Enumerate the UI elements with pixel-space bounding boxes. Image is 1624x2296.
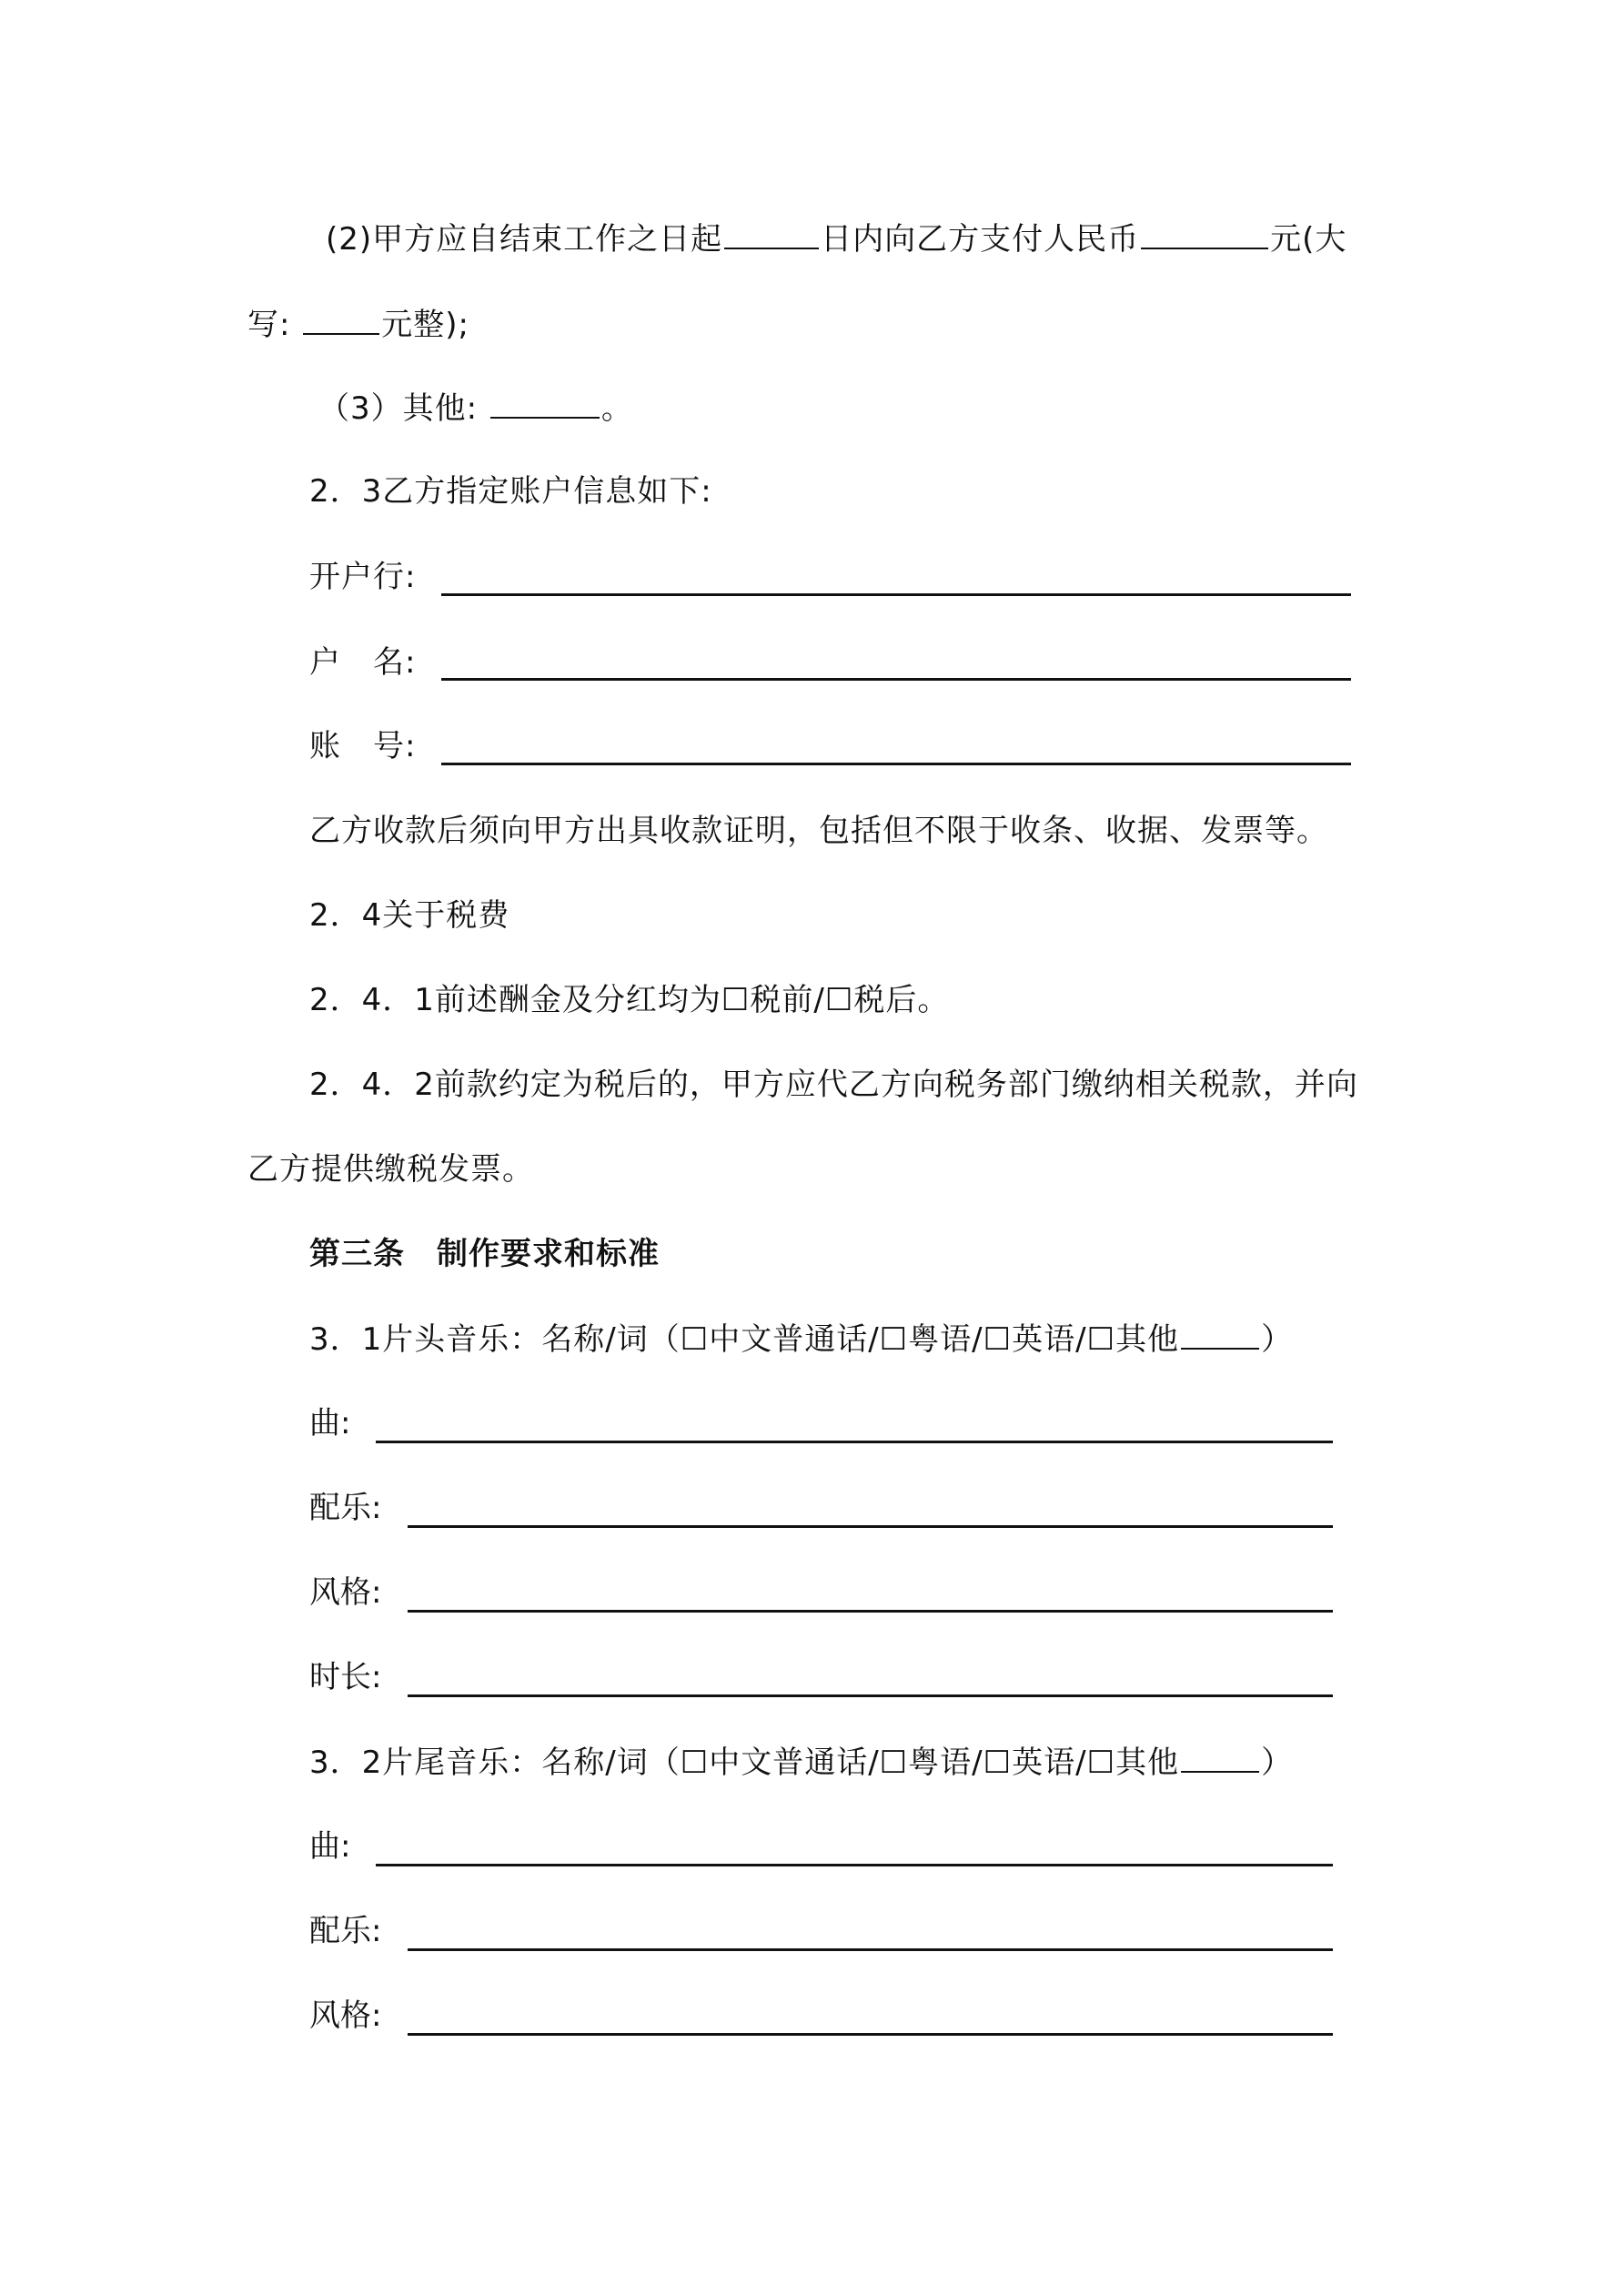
checkbox-icon[interactable]: ☐ [983,1321,1013,1358]
account-number-field [309,728,416,764]
opening-arrangement-field [309,1490,381,1526]
arrangement-label: 配乐: [309,1913,382,1949]
checkbox-icon[interactable]: ☐ [824,982,854,1018]
ending-composer-field [309,1828,350,1865]
tax-item-2-line-1: 2．4．2前款约定为税后的，甲方应代乙方向税务部门缴纳相关税款，并向 [309,1067,1358,1103]
opening-style-field [309,1574,381,1611]
opening-arrangement-line[interactable] [408,1525,1333,1528]
style-label: 风格: [309,1998,382,2034]
tax-item-1-prefix: 2．4．1前述酬金及分红均为 [309,982,721,1018]
opening-style-line[interactable] [408,1610,1333,1613]
composer-label: 曲: [309,1405,351,1441]
account-name-field [309,644,416,681]
amount-words-blank[interactable] [303,306,379,335]
checkbox-icon[interactable]: ☐ [721,982,751,1018]
amount-blank[interactable] [1141,220,1268,249]
checkbox-icon[interactable]: ☐ [1086,1745,1116,1781]
opening-composer-line[interactable] [376,1441,1333,1443]
after-tax-option: 税后 [853,982,918,1018]
account-name-input-line[interactable] [441,678,1351,681]
lang-mandarin: 中文普通话 [709,1745,869,1781]
payment-item-2-continued [247,306,469,343]
lang-english: 英语 [1012,1321,1076,1358]
opening-music-line: 3．1片头音乐：名称/词（☐中文普通话/☐粤语/☐英语/☐其他 ） [309,1321,1294,1358]
ending-style-field [309,1998,381,2034]
lang-other-blank[interactable] [1181,1320,1259,1350]
payment-item-2 [326,220,1347,258]
opening-music-prefix: 3．1片头音乐：名称/词（ [309,1321,681,1358]
lang-mandarin: 中文普通话 [709,1321,869,1358]
period: 。 [917,982,950,1018]
style-label: 风格: [309,1574,382,1611]
ending-arrangement-field [309,1913,381,1949]
other-blank[interactable] [490,389,600,419]
amount-words-suffix: 元整); [381,307,469,343]
opening-composer-field [309,1405,350,1441]
close-paren: ） [1261,1321,1294,1358]
payment-item-3-prefix: （3）其他: [318,390,489,427]
lang-cantonese: 粤语 [908,1321,973,1358]
checkbox-icon[interactable]: ☐ [680,1745,710,1781]
tax-item-2-line-2: 乙方提供缴税发票。 [247,1151,534,1188]
checkbox-icon[interactable]: ☐ [879,1745,909,1781]
close-paren: ） [1261,1745,1294,1781]
opening-duration-field [309,1659,381,1695]
ending-style-line[interactable] [408,2033,1333,2036]
tax-item-1 [309,982,949,1018]
amount-words-label: 写: [247,307,302,343]
payment-item-2-prefix: (2)甲方应自结束工作之日起 [326,221,723,258]
checkbox-icon[interactable]: ☐ [879,1321,909,1358]
payment-item-2-suffix: 元(大 [1270,221,1347,258]
arrangement-label: 配乐: [309,1490,382,1526]
bank-input-line[interactable] [441,593,1351,596]
ending-music-line: 3．2片尾音乐：名称/词（☐中文普通话/☐粤语/☐英语/☐其他 ） [309,1745,1294,1781]
account-heading: 2．3乙方指定账户信息如下: [309,473,712,510]
separator: / [813,982,825,1018]
payment-item-2-mid: 日内向乙方支付人民币 [821,221,1140,258]
checkbox-icon[interactable]: ☐ [983,1745,1013,1781]
ending-music-prefix: 3．2片尾音乐：名称/词（ [309,1745,681,1781]
receipt-note: 乙方收款后须向甲方出具收款证明，包括但不限于收条、收据、发票等。 [309,813,1328,849]
section-3-title: 第三条 制作要求和标准 [309,1236,660,1272]
tax-heading: 2．4关于税费 [309,897,510,934]
bank-label: 开户行: [309,559,417,595]
lang-other: 其他 [1115,1745,1180,1781]
lang-cantonese: 粤语 [908,1745,973,1781]
ending-arrangement-line[interactable] [408,1948,1333,1951]
days-blank[interactable] [724,220,819,249]
bank-field [309,559,416,595]
checkbox-icon[interactable]: ☐ [1086,1321,1116,1358]
lang-other: 其他 [1115,1321,1180,1358]
account-number-input-line[interactable] [441,763,1351,765]
pre-tax-option: 税前 [750,982,814,1018]
duration-label: 时长: [309,1659,382,1695]
composer-label: 曲: [309,1828,351,1865]
checkbox-icon[interactable]: ☐ [680,1321,710,1358]
lang-other-blank[interactable] [1181,1744,1259,1773]
ending-composer-line[interactable] [376,1864,1333,1866]
payment-item-3 [318,389,633,427]
account-number-label: 账 号: [309,728,417,764]
payment-item-3-suffix: 。 [600,390,633,427]
account-name-label: 户 名: [309,644,417,681]
opening-duration-line[interactable] [408,1694,1333,1697]
lang-english: 英语 [1012,1745,1076,1781]
